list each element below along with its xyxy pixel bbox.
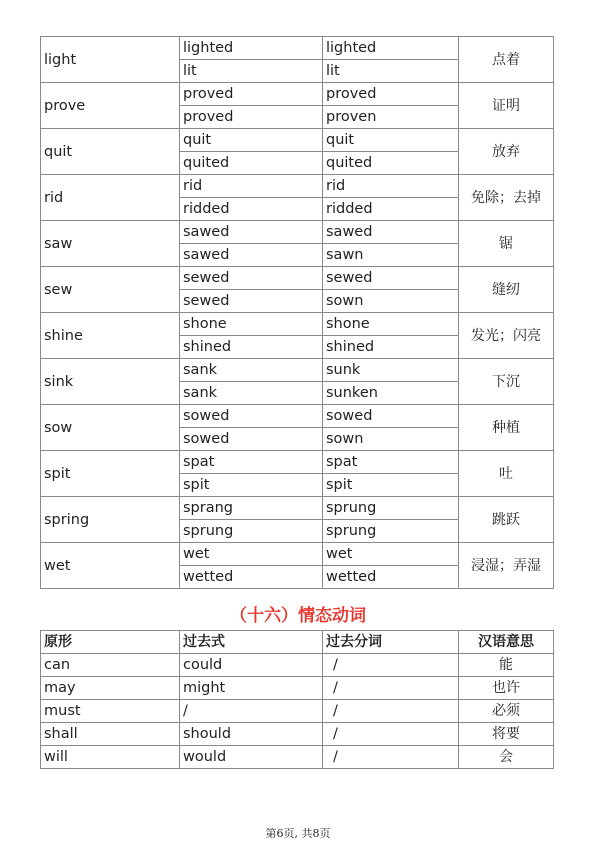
verb-past-participle: shone xyxy=(323,313,459,336)
modal-past-participle: / xyxy=(323,746,459,769)
modal-base: shall xyxy=(41,723,180,746)
verb-meaning: 缝纫 xyxy=(459,267,554,313)
verb-past: sawed xyxy=(180,221,323,244)
verb-past: sewed xyxy=(180,267,323,290)
verb-base: sink xyxy=(41,359,180,405)
modal-past-participle: / xyxy=(323,700,459,723)
verb-past: sewed xyxy=(180,290,323,313)
verb-meaning: 证明 xyxy=(459,83,554,129)
modal-meaning: 必须 xyxy=(459,700,554,723)
verb-past: wet xyxy=(180,543,323,566)
verb-past-participle: sown xyxy=(323,290,459,313)
verb-past-participle: lit xyxy=(323,60,459,83)
verb-past: spit xyxy=(180,474,323,497)
verb-past-participle: shined xyxy=(323,336,459,359)
modal-past: would xyxy=(180,746,323,769)
modal-meaning: 会 xyxy=(459,746,554,769)
header-base: 原形 xyxy=(41,631,180,654)
verb-past-participle: ridded xyxy=(323,198,459,221)
header-row xyxy=(41,631,554,654)
header-past: 过去式 xyxy=(180,631,323,654)
modal-past-participle: / xyxy=(323,654,459,677)
table-row xyxy=(41,677,554,700)
verb-base: light xyxy=(41,37,180,83)
table-row xyxy=(41,359,554,382)
verb-past: quited xyxy=(180,152,323,175)
verb-meaning: 锯 xyxy=(459,221,554,267)
table-row xyxy=(41,746,554,769)
verb-past: rid xyxy=(180,175,323,198)
modal-base: may xyxy=(41,677,180,700)
verb-meaning: 种植 xyxy=(459,405,554,451)
verb-past-participle: sowed xyxy=(323,405,459,428)
verb-meaning: 放弃 xyxy=(459,129,554,175)
modal-verbs-body xyxy=(41,654,554,769)
modal-past-participle: / xyxy=(323,677,459,700)
verb-past-participle: spit xyxy=(323,474,459,497)
verb-past-participle: sunken xyxy=(323,382,459,405)
verb-past-participle: sawed xyxy=(323,221,459,244)
header-past-participle: 过去分词 xyxy=(323,631,459,654)
table-row xyxy=(41,497,554,520)
verb-past: lighted xyxy=(180,37,323,60)
verb-past: lit xyxy=(180,60,323,83)
table-row xyxy=(41,723,554,746)
header-meaning: 汉语意思 xyxy=(459,631,554,654)
table-row xyxy=(41,654,554,677)
verb-past-participle: rid xyxy=(323,175,459,198)
verb-base: spit xyxy=(41,451,180,497)
table-row xyxy=(41,700,554,723)
verb-past: quit xyxy=(180,129,323,152)
table-row xyxy=(41,267,554,290)
table-row xyxy=(41,83,554,106)
table-row xyxy=(41,175,554,198)
verb-past: shone xyxy=(180,313,323,336)
verb-past-participle: sprung xyxy=(323,520,459,543)
verb-base: rid xyxy=(41,175,180,221)
verb-meaning: 跳跃 xyxy=(459,497,554,543)
verb-past: shined xyxy=(180,336,323,359)
modal-past: should xyxy=(180,723,323,746)
verb-past: sank xyxy=(180,382,323,405)
table-row xyxy=(41,543,554,566)
verb-base: prove xyxy=(41,83,180,129)
verb-meaning: 下沉 xyxy=(459,359,554,405)
verb-past: sowed xyxy=(180,405,323,428)
modal-base: can xyxy=(41,654,180,677)
verb-meaning: 点着 xyxy=(459,37,554,83)
verb-past: wetted xyxy=(180,566,323,589)
verb-past-participle: proved xyxy=(323,83,459,106)
verb-past: spat xyxy=(180,451,323,474)
verb-past-participle: sprung xyxy=(323,497,459,520)
modal-verbs-table xyxy=(40,630,554,769)
table-row xyxy=(41,37,554,60)
table-row xyxy=(41,451,554,474)
modal-base: will xyxy=(41,746,180,769)
verb-meaning: 发光；闪亮 xyxy=(459,313,554,359)
modal-meaning: 能 xyxy=(459,654,554,677)
verb-past-participle: lighted xyxy=(323,37,459,60)
verb-past-participle: proven xyxy=(323,106,459,129)
verb-past-participle: wetted xyxy=(323,566,459,589)
irregular-verbs-body xyxy=(41,37,554,589)
modal-meaning: 也许 xyxy=(459,677,554,700)
table-row xyxy=(41,313,554,336)
modal-past: / xyxy=(180,700,323,723)
verb-past: sowed xyxy=(180,428,323,451)
table-row xyxy=(41,129,554,152)
verb-meaning: 免除；去掉 xyxy=(459,175,554,221)
verb-past-participle: spat xyxy=(323,451,459,474)
verb-past-participle: quited xyxy=(323,152,459,175)
verb-past-participle: sunk xyxy=(323,359,459,382)
verb-past: ridded xyxy=(180,198,323,221)
verb-base: quit xyxy=(41,129,180,175)
verb-past-participle: sewed xyxy=(323,267,459,290)
modal-past-participle: / xyxy=(323,723,459,746)
verb-past-participle: sawn xyxy=(323,244,459,267)
verb-past: sprang xyxy=(180,497,323,520)
verb-past-participle: sown xyxy=(323,428,459,451)
verb-past: sank xyxy=(180,359,323,382)
verb-base: sew xyxy=(41,267,180,313)
verb-past: proved xyxy=(180,106,323,129)
verb-past: sawed xyxy=(180,244,323,267)
section-title: （十六）情态动词 xyxy=(230,606,366,626)
verb-meaning: 浸湿；弄湿 xyxy=(459,543,554,589)
table-row xyxy=(41,405,554,428)
verb-base: shine xyxy=(41,313,180,359)
verb-past-participle: quit xyxy=(323,129,459,152)
table-row xyxy=(41,221,554,244)
verb-base: spring xyxy=(41,497,180,543)
modal-past: could xyxy=(180,654,323,677)
verb-base: saw xyxy=(41,221,180,267)
verb-base: wet xyxy=(41,543,180,589)
modal-base: must xyxy=(41,700,180,723)
verb-past: proved xyxy=(180,83,323,106)
modal-past: might xyxy=(180,677,323,700)
verb-base: sow xyxy=(41,405,180,451)
page-footer: 第6页, 共8页 xyxy=(265,827,331,840)
verb-past-participle: wet xyxy=(323,543,459,566)
verb-meaning: 吐 xyxy=(459,451,554,497)
irregular-verbs-table xyxy=(40,36,554,589)
modal-meaning: 将要 xyxy=(459,723,554,746)
verb-past: sprung xyxy=(180,520,323,543)
